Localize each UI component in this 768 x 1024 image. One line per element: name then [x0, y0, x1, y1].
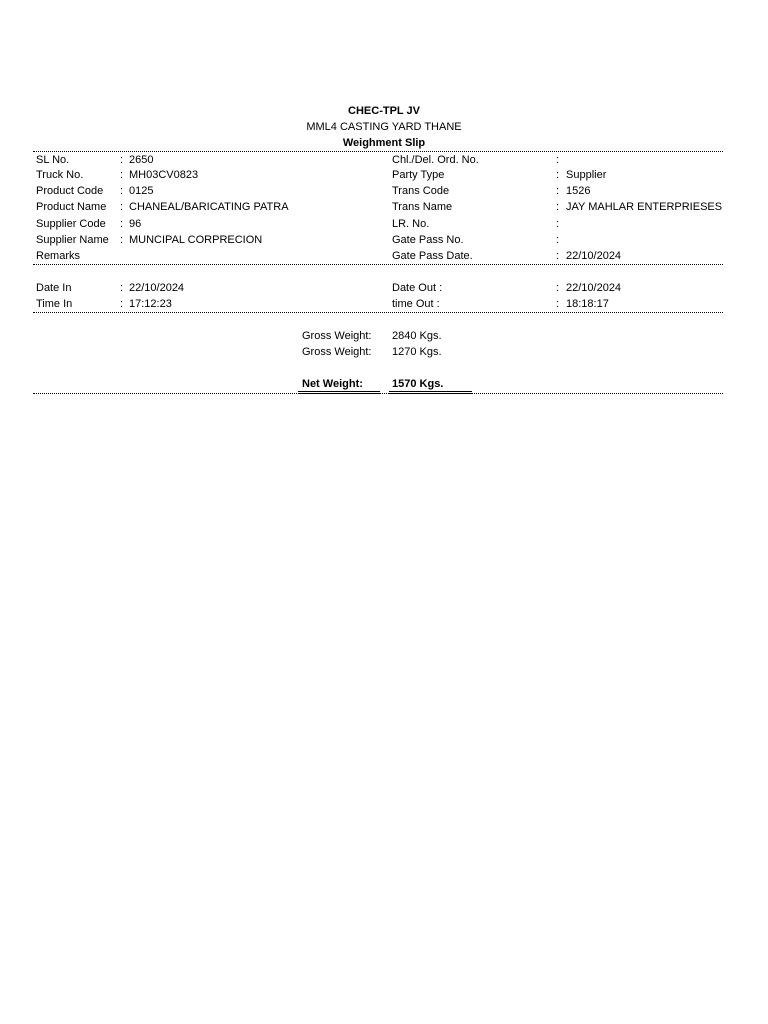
- gross-weight-label: Gross Weight:: [302, 330, 372, 342]
- field-separator: :: [120, 169, 124, 181]
- field-value: Supplier: [566, 169, 607, 181]
- field-value: 96: [129, 218, 142, 230]
- field-label: Product Code: [36, 185, 104, 197]
- top-divider: [33, 151, 723, 152]
- field-label: Product Name: [36, 201, 107, 213]
- field-separator: :: [120, 154, 124, 166]
- field-label: Remarks: [36, 250, 81, 262]
- field-value: 0125: [129, 185, 154, 197]
- field-separator: :: [556, 154, 560, 166]
- field-value: MUNCIPAL CORPRECION: [129, 234, 263, 246]
- tare-weight-value: 1270 Kgs.: [392, 346, 442, 358]
- document-title: Weighment Slip: [342, 137, 426, 149]
- field-separator: :: [556, 185, 560, 197]
- field-label: Trans Name: [392, 201, 453, 213]
- field-separator: :: [556, 201, 560, 213]
- field-separator: :: [120, 298, 124, 310]
- site-name: MML4 CASTING YARD THANE: [306, 121, 462, 133]
- time-in-label: Time In: [36, 298, 73, 310]
- field-separator: :: [120, 282, 124, 294]
- field-label: Trans Code: [392, 185, 450, 197]
- field-separator: :: [120, 201, 124, 213]
- date-in-label: Date In: [36, 282, 72, 294]
- field-value: 22/10/2024: [566, 250, 622, 262]
- field-label: Supplier Code: [36, 218, 106, 230]
- field-separator: :: [120, 185, 124, 197]
- time-out-value: 18:18:17: [566, 298, 609, 310]
- time-in-value: 17:12:23: [129, 298, 172, 310]
- field-label: LR. No.: [392, 218, 430, 230]
- net-weight-label: Net Weight:: [302, 378, 363, 390]
- field-separator: :: [120, 218, 124, 230]
- gross-weight-value: 2840 Kgs.: [392, 330, 442, 342]
- field-separator: :: [120, 234, 124, 246]
- tare-weight-label: Gross Weight:: [302, 346, 372, 358]
- field-label: Gate Pass Date.: [392, 250, 473, 262]
- field-value: MH03CV0823: [129, 169, 199, 181]
- field-value: CHANEAL/BARICATING PATRA: [129, 201, 289, 213]
- date-out-value: 22/10/2024: [566, 282, 622, 294]
- field-value: 1526: [566, 185, 591, 197]
- field-separator: :: [556, 298, 560, 310]
- field-value: 2650: [129, 154, 154, 166]
- field-separator: :: [556, 282, 560, 294]
- field-separator: :: [556, 250, 560, 262]
- details-divider: [33, 264, 723, 265]
- field-label: Party Type: [392, 169, 445, 181]
- company-name: CHEC-TPL JV: [348, 105, 420, 117]
- field-value: JAY MAHLAR ENTERPRIESES: [566, 201, 723, 213]
- field-label: Supplier Name: [36, 234, 109, 246]
- field-label: Gate Pass No.: [392, 234, 464, 246]
- field-separator: :: [556, 218, 560, 230]
- net-value-underline: [389, 391, 472, 394]
- net-weight-value: 1570 Kgs.: [392, 378, 444, 390]
- field-label: Truck No.: [36, 169, 84, 181]
- field-label: Chl./Del. Ord. No.: [392, 154, 479, 166]
- timing-divider: [33, 312, 723, 313]
- field-separator: :: [556, 169, 560, 181]
- field-label: SL No.: [36, 154, 70, 166]
- field-separator: :: [556, 234, 560, 246]
- date-in-value: 22/10/2024: [129, 282, 185, 294]
- date-out-label: Date Out :: [392, 282, 443, 294]
- net-label-underline: [298, 391, 380, 394]
- time-out-label: time Out :: [392, 298, 440, 310]
